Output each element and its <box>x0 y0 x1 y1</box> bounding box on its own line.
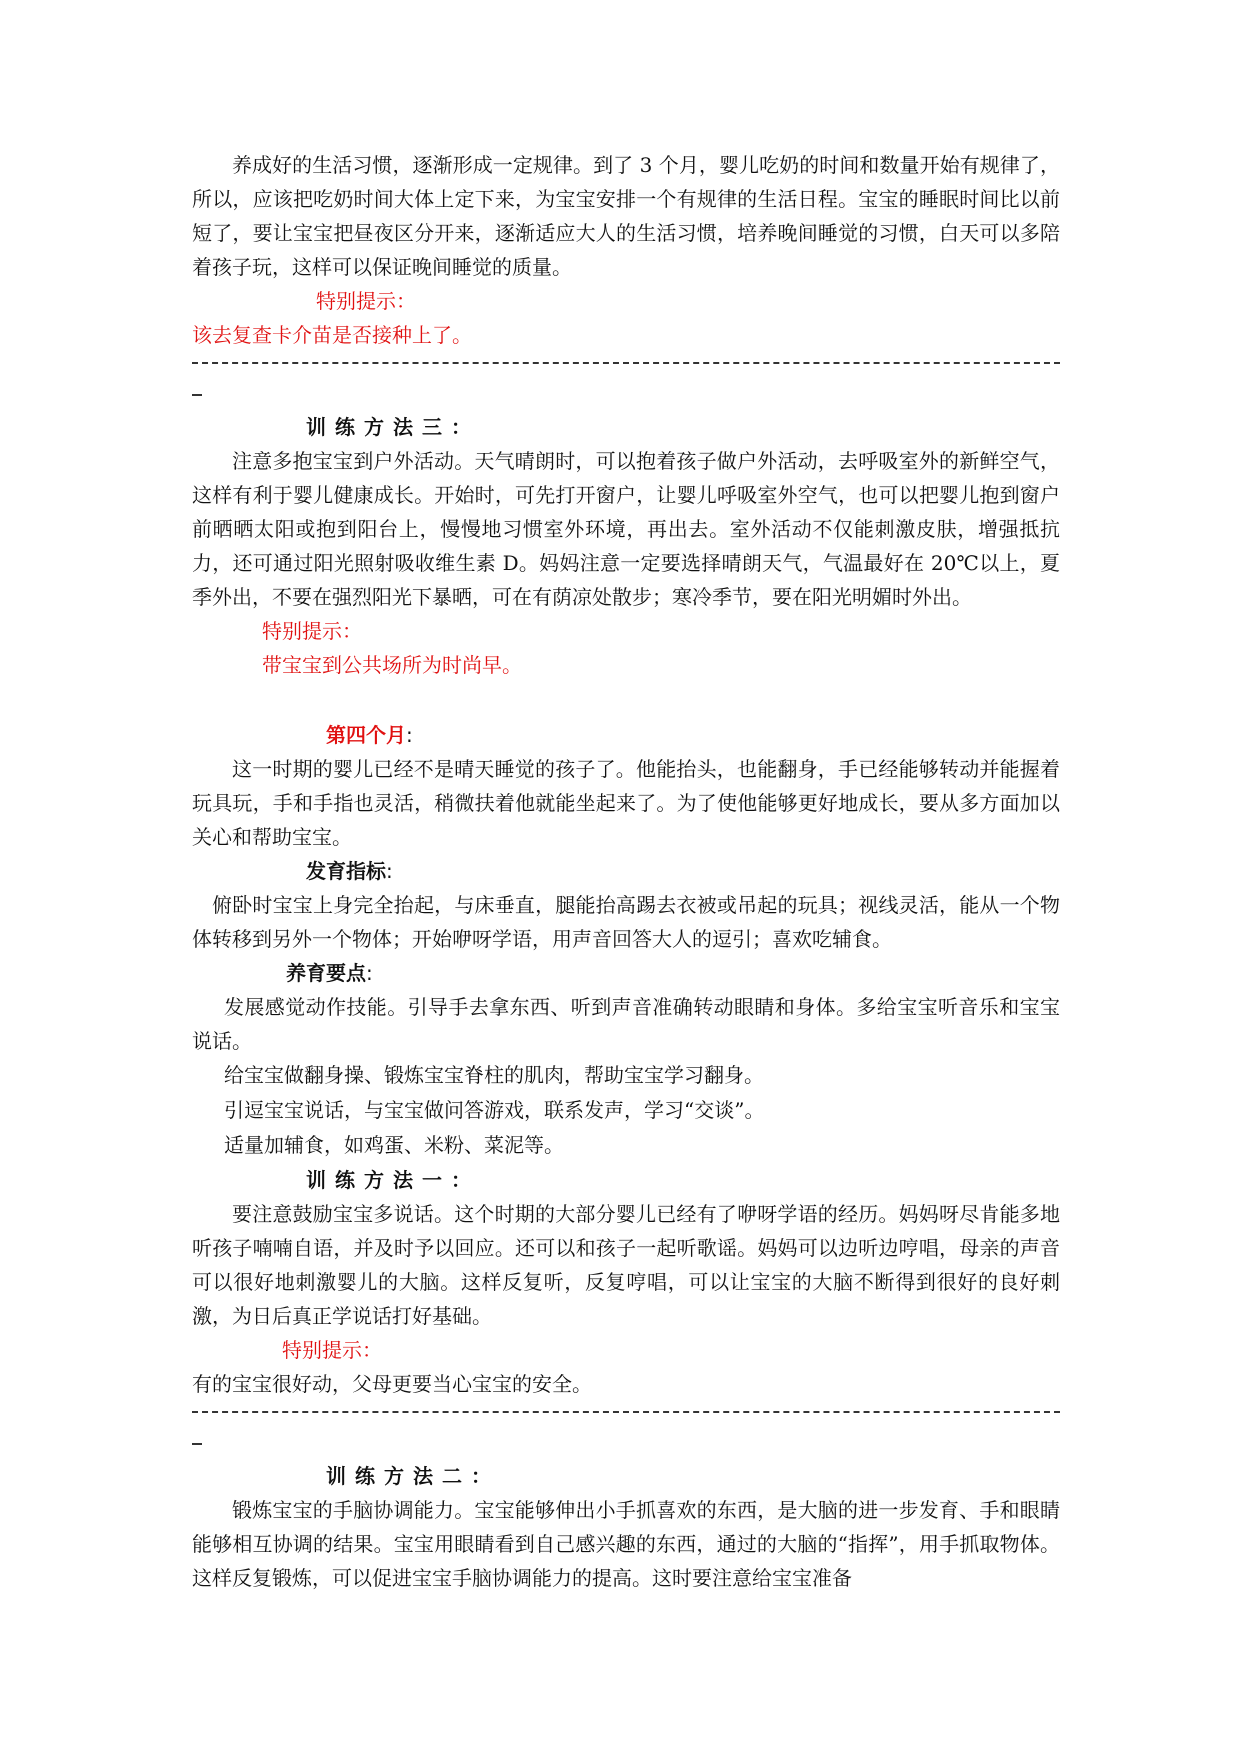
tip-text: 带宝宝到公共场所为时尚早。 <box>262 653 522 677</box>
month-four-colon: : <box>406 723 413 747</box>
divider-tail <box>192 1443 202 1445</box>
method-one-heading: 训练方法一： <box>306 1168 480 1192</box>
dashed-divider <box>192 1411 1060 1413</box>
document-page <box>192 148 1060 1595</box>
dashed-divider <box>192 362 1060 364</box>
care-item: 给宝宝做翻身操、锻炼宝宝脊柱的肌肉，帮助宝宝学习翻身。 <box>224 1063 764 1087</box>
month-four-heading <box>192 718 1060 752</box>
month-four-paragraph: 这一时期的婴儿已经不是晴天睡觉的孩子了。他能抬头，也能翻身，手已经能够转动并能握着玩具玩，手和手指也灵活，稍微扶着他就能坐起来了。为了使他能够更好地成长，要从多方面加以关心和帮助宝宝。 <box>192 757 1060 849</box>
tip-text: 有的宝宝很好动，父母更要当心宝宝的安全。 <box>192 1372 592 1396</box>
care-heading <box>192 956 1060 990</box>
development-heading <box>192 854 1060 888</box>
development-colon: : <box>386 859 393 883</box>
care-item: 引逗宝宝说话，与宝宝做问答游戏，联系发声，学习“交谈”。 <box>224 1098 765 1122</box>
divider-tail <box>192 394 202 396</box>
method-three-heading: 训练方法三： <box>306 415 480 439</box>
intro-paragraph: 养成好的生活习惯，逐渐形成一定规律。到了 3 个月，婴儿吃奶的时间和数量开始有规律了，所以，应该把吃奶时间大体上定下来，为宝宝安排一个有规律的生活日程。宝宝的睡眠时间比以前短了，要让宝宝把昼夜区分开来，逐渐适应大人的生活习惯，培养晚间睡觉的习惯，白天可以多陪着孩子玩，这样可以保证晚间睡觉的质量。 <box>192 153 1060 279</box>
tip-label: 特别提示： <box>282 1338 382 1362</box>
method-one-paragraph: 要注意鼓励宝宝多说话。这个时期的大部分婴儿已经有了咿呀学语的经历。妈妈呀尽肯能多地听孩子喃喃自语，并及时予以回应。还可以和孩子一起听歌谣。妈妈可以边听边哼唱，母亲的声音可以很好地刺激婴儿的大脑。这样反复听，反复哼唱，可以让宝宝的大脑不断得到很好的良好刺激，为日后真正学说话打好基础。 <box>192 1202 1060 1328</box>
month-four-title: 第四个月 <box>326 723 406 747</box>
care-colon: : <box>366 961 373 985</box>
development-paragraph: 俯卧时宝宝上身完全抬起，与床垂直，腿能抬高踢去衣被或吊起的玩具；视线灵活，能从一个物体转移到另外一个物体；开始咿呀学语，用声音回答大人的逗引；喜欢吃辅食。 <box>192 893 1060 951</box>
care-item: 适量加辅食，如鸡蛋、米粉、菜泥等。 <box>224 1133 564 1157</box>
tip-text: 该去复查卡介苗是否接种上了。 <box>192 323 472 347</box>
method-two-heading: 训练方法二： <box>326 1464 500 1488</box>
care-title: 养育要点 <box>286 961 366 985</box>
tip-label: 特别提示： <box>316 289 416 313</box>
method-three-paragraph: 注意多抱宝宝到户外活动。天气晴朗时，可以抱着孩子做户外活动，去呼吸室外的新鲜空气，这样有利于婴儿健康成长。开始时，可先打开窗户，让婴儿呼吸室外空气，也可以把婴儿抱到窗户前晒晒太阳或抱到阳台上，慢慢地习惯室外环境，再出去。室外活动不仅能刺激皮肤，增强抵抗力，还可通过阳光照射吸收维生素 D。妈妈注意一定要选择晴朗天气，气温最好在 20℃以上，夏季外出，不要在强烈阳光下暴晒，可在有荫凉处散步；寒冷季节，要在阳光明媚时外出。 <box>192 449 1060 609</box>
method-two-paragraph: 锻炼宝宝的手脑协调能力。宝宝能够伸出小手抓喜欢的东西，是大脑的进一步发育、手和眼睛能够相互协调的结果。宝宝用眼睛看到自己感兴趣的东西，通过的大脑的“指挥”，用手抓取物体。这样反复锻炼，可以促进宝宝手脑协调能力的提高。这时要注意给宝宝准备 <box>192 1498 1060 1590</box>
tip-label: 特别提示： <box>262 619 362 643</box>
development-title: 发育指标 <box>306 859 386 883</box>
care-paragraph: 发展感觉动作技能。引导手去拿东西、听到声音准确转动眼睛和身体。多给宝宝听音乐和宝宝说话。 <box>192 995 1060 1053</box>
